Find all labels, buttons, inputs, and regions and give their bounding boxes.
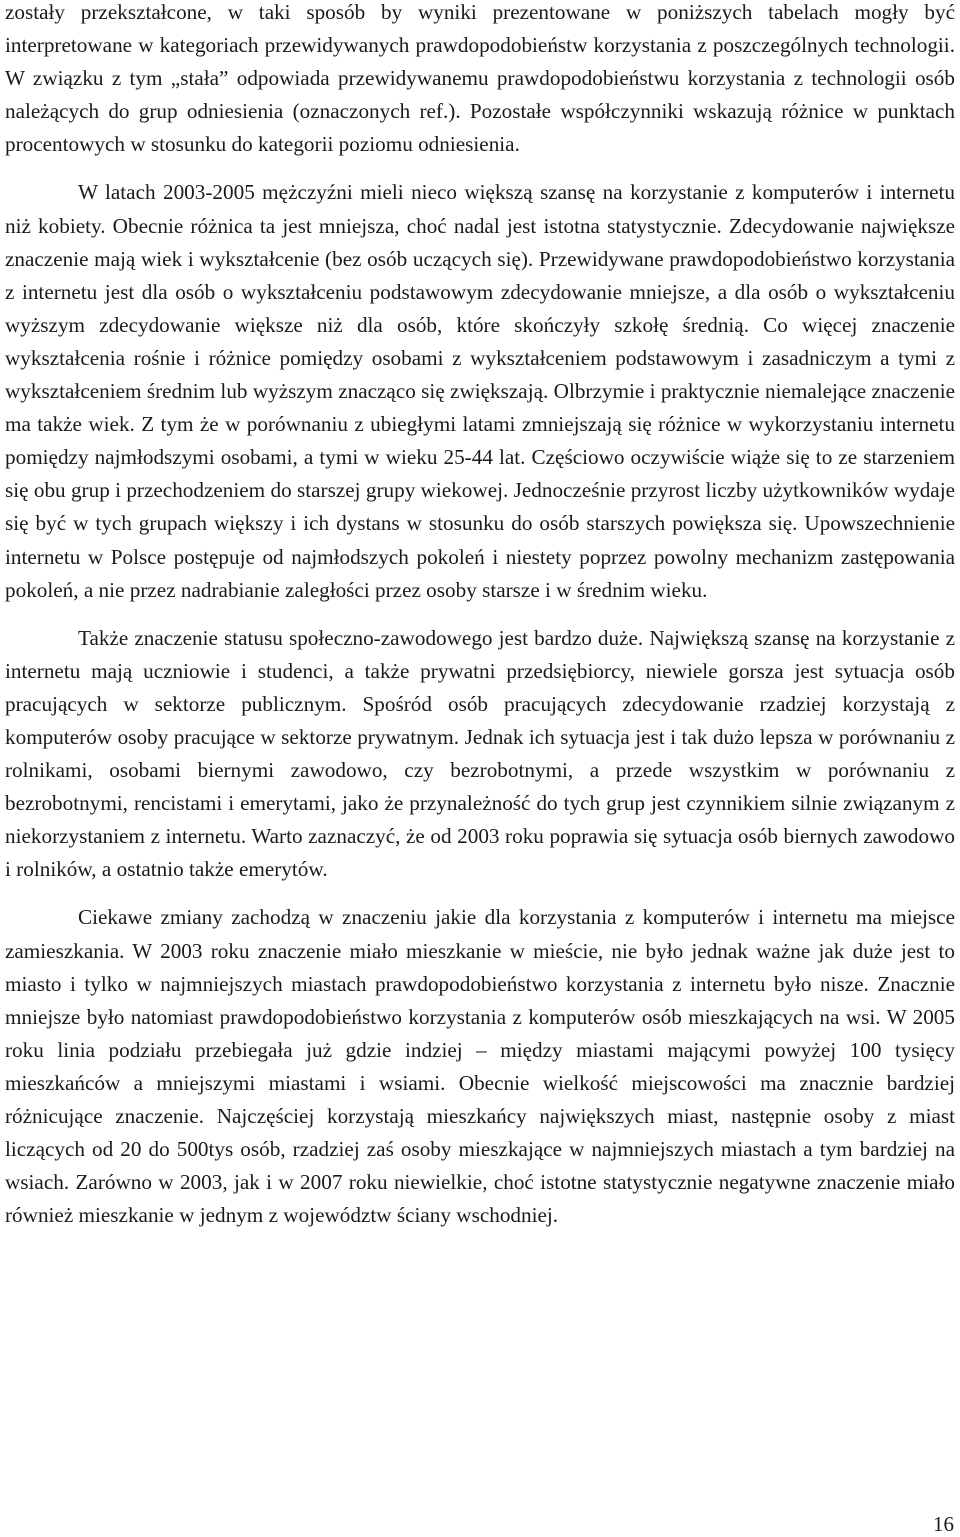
paragraph-gap — [5, 607, 955, 622]
paragraph-gap — [5, 161, 955, 176]
paragraph-1: zostały przekształcone, w taki sposób by wyniki prezentowane w poniższych tabelach mogły być interpretowane w kategoriach przewidywanych prawdopodobieństw korzystania z poszczególnych technologii. W związku z tym „stała” odpowiada przewidywanemu prawdopodobieństwu korzystania z technologii osób należących do grup odniesienia (oznaczonych ref.). Pozostałe współczynniki wskazują różnice w punktach procentowych w stosunku do kategorii poziomu odniesienia. — [5, 0, 955, 157]
page-number: 16 — [933, 1512, 954, 1536]
paragraph-4: Ciekawe zmiany zachodzą w znaczeniu jakie dla korzystania z komputerów i internetu ma miejsce zamieszkania. W 2003 roku znaczenie miało mieszkanie w mieście, nie było jednak ważne jak duże jest to miasto i tylko w najmniejszych miastach prawdopodobieństwo korzystania z internetu było nisze. Znacznie mniejsze było natomiast prawdopodobieństwo korzystania z komputerów osób mieszkających na wsi. W 2005 roku linia podziału przebiegała już gdzie indziej – między miastami mającymi powyżej 100 tysięcy mieszkańców a mniejszymi miastami i wsiami. Obecnie wielkość miejscowości ma znacznie bardziej różnicujące znaczenie. Najczęściej korzystają mieszkańcy największych miast, następnie osoby z miast liczących od 20 do 500tys osób, rzadziej zaś osoby mieszkające w najmniejszych miastach a tym bardziej na wsiach. Zarówno w 2003, jak i w 2007 roku niewielkie, choć istotne statystycznie negatywne znaczenie miało również mieszkanie w jednym z województw ściany wschodniej. — [5, 905, 955, 1228]
paragraph-2: W latach 2003-2005 mężczyźni mieli nieco większą szansę na korzystanie z komputerów i internetu niż kobiety. Obecnie różnica ta jest mniejsza, choć nadal jest istotna statystycznie. Zdecydowanie największe znaczenie mają wiek i wykształcenie (bez osób uczących się). Przewidywane prawdopodobieństwo korzystania z internetu jest dla osób o wykształceniu podstawowym zdecydowanie mniejsze, a dla osób o wykształceniu wyższym zdecydowanie większe niż dla osób, które skończyły szkołę średnią. Co więcej znaczenie wykształcenia rośnie i różnice pomiędzy osobami z wykształceniem podstawowym i zasadniczym a tymi z wykształceniem średnim lub wyższym znacząco się zwiększają. Olbrzymie i praktycznie niemalejące znaczenie ma także wiek. Z tym że w porównaniu z ubiegłymi latami zmniejszają się różnice w wykorzystaniu internetu pomiędzy najmłodszymi osobami, a tymi w wieku 25-44 lat. Częściowo oczywiście wiąże się to ze starzeniem się obu grup i przechodzeniem do starszej grupy wiekowej. Jednocześnie przyrost liczby użytkowników wydaje się być w tych grupach większy i ich dystans w stosunku do osób starszych powiększa się. Upowszechnienie internetu w Polsce postępuje od najmłodszych pokoleń i niestety poprzez powolny mechanizm zastępowania pokoleń, a nie przez nadrabianie zaległości przez osoby starsze i w średnim wieku. — [5, 180, 955, 602]
paragraph-gap — [5, 886, 955, 901]
document-page — [5, 0, 955, 1232]
paragraph-3: Także znaczenie statusu społeczno-zawodowego jest bardzo duże. Największą szansę na korzystanie z internetu mają uczniowie i studenci, a także prywatni przedsiębiorcy, niewiele gorsza jest sytuacja osób pracujących w sektorze publicznym. Spośród osób pracujących zdecydowanie rzadziej korzystają z komputerów osoby pracujące w sektorze prywatnym. Jednak ich sytuacja jest i tak dużo lepsza w porównaniu z rolnikami, osobami biernymi zawodowo, czy bezrobotnymi, a przede wszystkim w porównaniu z bezrobotnymi, rencistami i emerytami, jako że przynależność do tych grup jest czynnikiem silnie związanym z niekorzystaniem z internetu. Warto zaznaczyć, że od 2003 roku poprawia się sytuacja osób biernych zawodowo i rolników, a ostatnio także emerytów. — [5, 625, 955, 882]
